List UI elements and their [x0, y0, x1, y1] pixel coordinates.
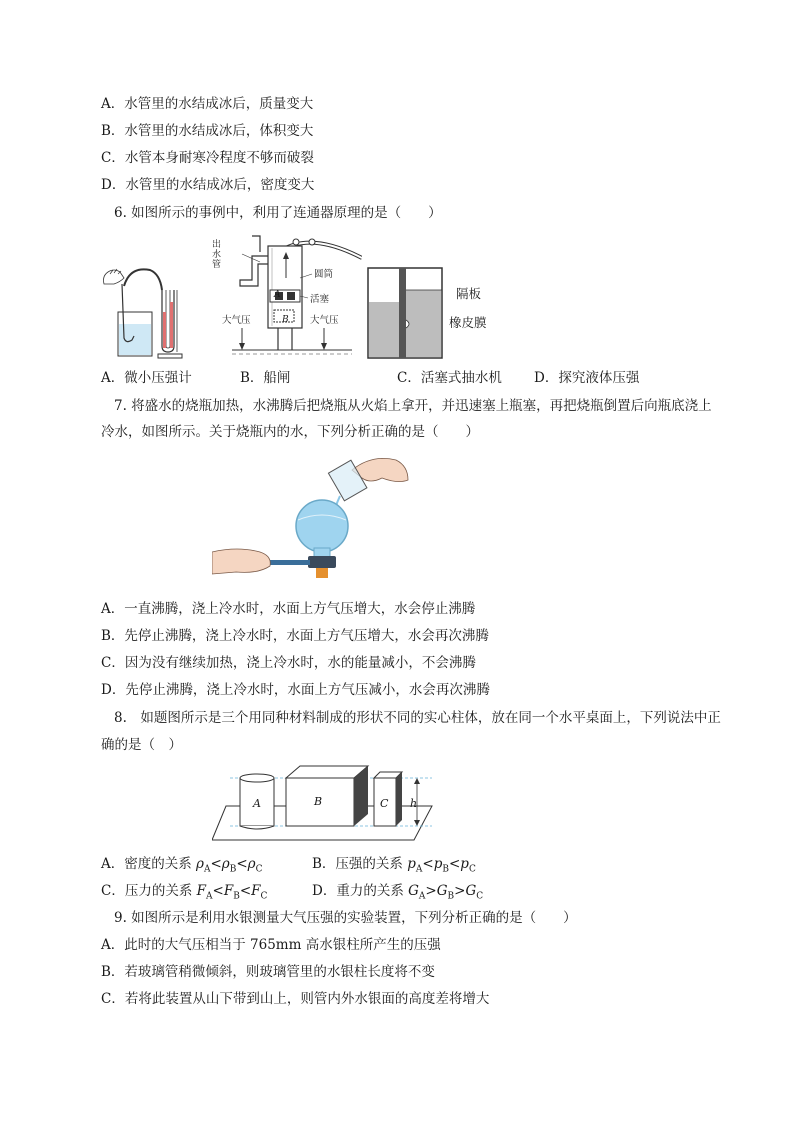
label-piston: 活塞	[310, 294, 330, 305]
q6-stem: 6. 如图所示的事例中，利用了连通器原理的是（ ）	[114, 205, 442, 221]
label-height-h: h	[410, 797, 418, 810]
label-atm-left: 大气压	[222, 315, 251, 326]
label-column-c: C	[380, 797, 389, 810]
label-valve-a: A	[274, 290, 281, 300]
label-cylinder: 圆筒	[314, 269, 334, 280]
q8-option-b: B．压强的关系 $p_A<p_B<p_C$	[312, 856, 476, 875]
q7-stem-line2: 冷水，如图所示。关于烧瓶内的水，下列分析正确的是（ ）	[101, 424, 479, 440]
q5-option-b: B．水管里的水结成冰后，体积变大	[101, 123, 314, 139]
q9-option-a: A．此时的大气压相当于 765mm 高水银柱所产生的压强	[101, 937, 441, 953]
figure-piston-pump	[212, 228, 362, 364]
q6-caption-a: A．微小压强计	[101, 370, 192, 386]
label-column-a: A	[253, 797, 261, 810]
label-atm-right: 大气压	[310, 315, 339, 326]
label-column-b: B	[314, 795, 323, 808]
q8-stem-line2: 确的是（ ）	[101, 737, 182, 753]
figure-flask-cold-water	[212, 448, 412, 584]
q8-stem-line1: 8. 如题图所示是三个用同种材料制成的形状不同的实心柱体，放在同一个水平桌面上，下列说法中正	[114, 710, 721, 726]
q6-caption-c: C．活塞式抽水机	[397, 370, 502, 386]
q5-option-a: A．水管里的水结成冰后，质量变大	[101, 96, 314, 112]
q9-stem: 9. 如图所示是利用水银测量大气压强的实验装置，下列分析正确的是（ ）	[114, 910, 577, 926]
q8-option-d: D．重力的关系 $G_A>G_B>G_C$	[312, 883, 484, 902]
q9-option-b: B．若玻璃管稍微倾斜，则玻璃管里的水银柱长度将不变	[101, 964, 435, 980]
q7-option-a: A．一直沸腾，浇上冷水时，水面上方气压增大，水会停止沸腾	[101, 601, 476, 617]
q7-option-b: B．先停止沸腾，浇上冷水时，水面上方气压增大，水会再次沸腾	[101, 628, 489, 644]
q7-option-d: D．先停止沸腾，浇上冷水时，水面上方气压减小，水会再次沸腾	[101, 682, 490, 698]
q5-option-d: D．水管里的水结成冰后，密度变大	[101, 177, 315, 193]
q7-stem-line1: 7. 将盛水的烧瓶加热，水沸腾后把烧瓶从火焰上拿开，并迅速塞上瓶塞，再把烧瓶倒置后向瓶底浇上	[114, 398, 712, 414]
q9-option-c: C．若将此装置从山下带到山上，则管内外水银面的高度差将增大	[101, 991, 490, 1007]
label-rubber-membrane: 橡皮膜	[449, 315, 487, 330]
figure-liquid-pressure-container	[366, 266, 446, 362]
q8-option-c: C．压力的关系 $F_A<F_B<F_C$	[101, 883, 268, 902]
label-valve-b: B	[282, 315, 289, 325]
label-outlet-pipe: 出 水 管	[212, 240, 222, 270]
q8-option-a: A．密度的关系 $\rho_A<\rho_B<\rho_C$	[101, 856, 263, 875]
q6-caption-b: B．船闸	[240, 370, 291, 386]
q5-option-c: C．水管本身耐寒冷程度不够而破裂	[101, 150, 314, 166]
q7-option-c: C．因为没有继续加热，浇上冷水时，水的能量减小，不会沸腾	[101, 655, 476, 671]
label-partition: 隔板	[456, 286, 482, 301]
figure-micro-pressure-gauge	[100, 262, 188, 362]
q6-caption-d: D．探究液体压强	[534, 370, 640, 386]
